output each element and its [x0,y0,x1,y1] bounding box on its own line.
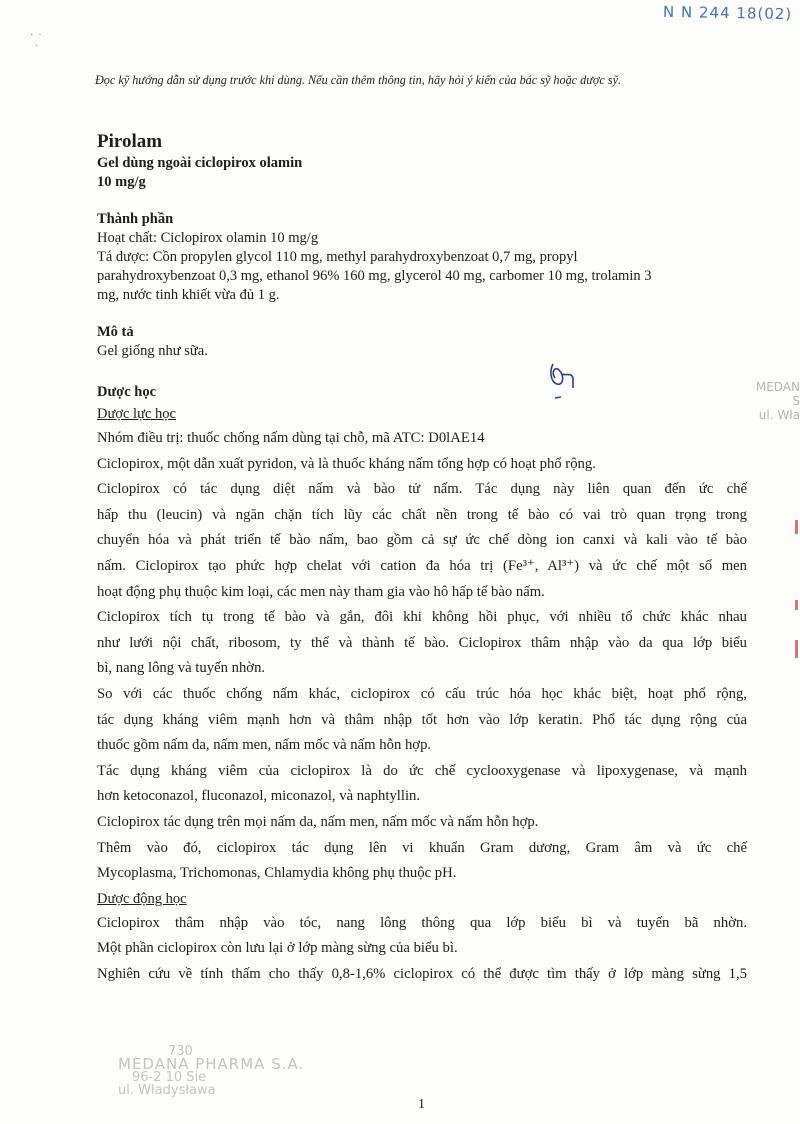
pharmacology-heading: Dược học [97,384,157,400]
body-line: Mycoplasma, Trichomonas, Chlamydia không phụ thuộc pH. [97,865,457,882]
product-name: Pirolam [97,131,163,152]
body-line: Tác dụng kháng viêm của ciclopirox là do ức chế cyclooxygenase và lipoxygenase, và mạnh [97,762,747,779]
red-edge-mark [795,600,798,610]
stamp-line: MEDANA PHARMA S.A. [118,1055,305,1073]
pharmacodynamics-heading: Dược lực học [97,406,176,422]
body-line: Nhóm điều trị: thuốc chống nấm dùng tại chỗ, mã ATC: D0lAE14 [97,430,485,446]
body-line: thuốc gồm nấm da, nấm men, nấm mốc và nấm hỗn hợp. [97,737,432,754]
body-line: Ciclopirox tác dụng trên mọi nấm da, nấm men, nấm mốc và nấm hỗn hợp. [97,813,539,830]
handwritten-corner-note: N N 244 18(02) [662,2,793,24]
body-line: Thêm vào đó, ciclopirox tác dụng lên vi khuẩn Gram dương, Gram âm và ức chế [97,839,747,856]
body-line: Ciclopirox thâm nhập vào tóc, nang lông thông qua lớp biểu bì và tuyến bã nhờn. [97,914,747,931]
side-stamp [756,380,800,422]
body-line: Một phần ciclopirox còn lưu lại ở lớp màng sừng của biểu bì. [97,940,458,957]
product-strength: 10 mg/g [97,174,146,190]
body-line: Ciclopirox tích tụ trong tế bào và gắn, đôi khi không hồi phục, với nhiều tổ chức khác nhau [97,609,747,626]
red-edge-mark [795,520,798,534]
red-edge-mark [795,640,798,658]
body-line: tác dụng kháng viêm mạnh hơn và thâm nhập tốt hơn vào lớp keratin. Phổ tác dụng rộng của [97,711,747,728]
body-line: chuyển hóa và phát triển tế bào nấm, bao gồm cả sự ức chế dòng ion canxi và kali vào tế bào [97,532,747,549]
company-stamp [118,1045,304,1097]
stamp-line: 96-2 10 Sie [132,1070,207,1085]
pharmacokinetics-heading: Dược động học [97,890,187,907]
body-line: như lưới nội chất, ribosom, ty thể và thành tế bào. Ciclopirox thâm nhập vào da qua lớp biểu [97,634,747,651]
body-line: So với các thuốc chống nấm khác, ciclopirox có cấu trúc hóa học khác biệt, hoạt phổ rộng, [97,685,747,702]
side-stamp-line: MEDAN [755,380,800,394]
body-line: nấm. Ciclopirox tạo phức hợp chelat với cation đa hóa trị (Fe³⁺, Al³⁺) và ức chế một số men [97,557,747,574]
body-line: Nghiên cứu về tính thấm cho thấy 0,8-1,6% ciclopirox có thể được tìm thấy ở lớp màng sừng 1,5 [97,965,747,982]
leaflet-content [97,130,747,987]
body-line: bì, nang lông và tuyến nhờn. [97,660,266,677]
pharmacodynamics-body [97,426,747,887]
body-line: Ciclopirox, một dẫn xuất pyridon, và là thuốc kháng nấm tổng hợp có hoạt phổ rộng. [97,455,596,472]
excipients-line: Tá dược: Cồn propylen glycol 110 mg, methyl parahydroxybenzoat 0,7 mg, propyl [97,249,578,265]
body-line: hấp thu (leucin) và ngăn chặn tích lũy các chất nền trong tế bào có vai trò quan trọng trong [97,506,747,523]
stamp-line: ul. Władysława [118,1083,216,1098]
body-line: hơn ketoconazol, fluconazol, miconazol, và naphtyllin. [97,788,421,805]
excipients-line: mg, nước tinh khiết vừa đủ 1 g. [97,287,280,303]
product-subtitle: Gel dùng ngoài ciclopirox olamin [97,155,303,171]
description-heading: Mô tả [97,324,134,340]
handwritten-initials [545,358,585,402]
side-stamp-line: S [792,394,800,408]
stamp-line: 730 [168,1044,193,1059]
page-number: 1 [418,1097,425,1112]
pharmacokinetics-body [97,911,747,988]
side-stamp-line: ul. Wła [758,408,800,422]
description-text: Gel giống như sữa. [97,343,208,359]
scan-specks: · · · [30,30,42,52]
composition-heading: Thành phần [97,211,174,227]
excipients-line: parahydroxybenzoat 0,3 mg, ethanol 96% 160 mg, glycerol 40 mg, carbomer 10 mg, trolamin 3 [97,268,652,284]
usage-warning: Đọc kỹ hướng dẫn sử dụng trước khi dùng. Nếu cần thêm thông tin, hãy hỏi ý kiến của bác sỹ hoặc dược sỹ. [95,73,622,87]
body-line: Ciclopirox có tác dụng diệt nấm và bào tử nấm. Tác dụng này liên quan đến ức chế [97,481,747,498]
body-line: hoạt động phụ thuộc kim loại, các men này tham gia vào hô hấp tế bào nấm. [97,583,545,600]
active-ingredient: Hoạt chất: Ciclopirox olamin 10 mg/g [97,230,319,246]
